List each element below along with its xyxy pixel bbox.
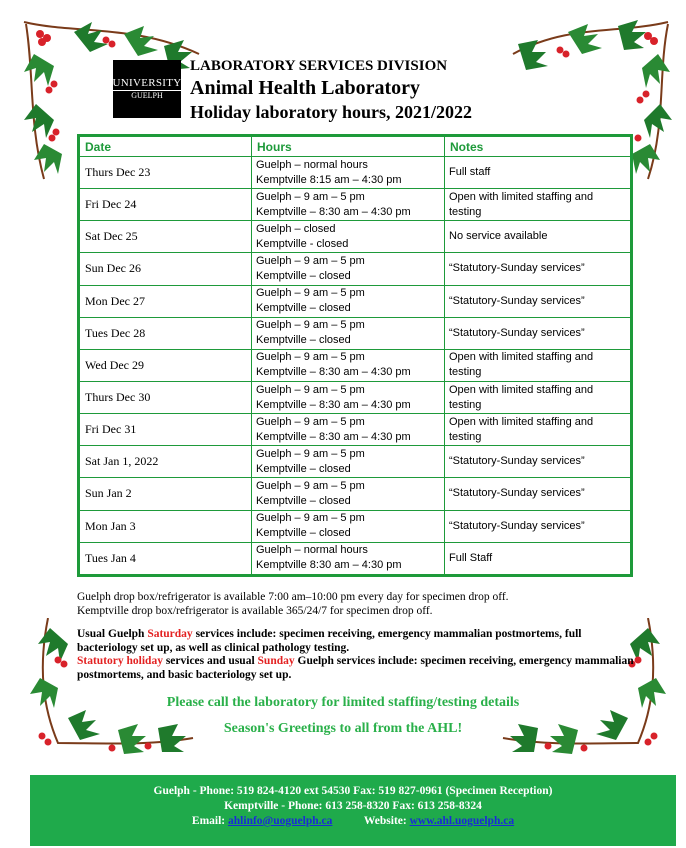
- guelph-hours: Guelph – 9 am – 5 pm: [256, 512, 365, 525]
- column-header-date: Date: [80, 137, 252, 157]
- hours-cell: [252, 349, 445, 381]
- date-cell: Thurs Dec 30: [80, 381, 252, 413]
- column-header-hours: Hours: [252, 137, 445, 157]
- hours-cell: [252, 317, 445, 349]
- table-row: [80, 349, 631, 381]
- email-website-line: [30, 814, 676, 829]
- guelph-hours: Guelph – 9 am – 5 pm: [256, 319, 365, 332]
- date-cell: Mon Dec 27: [80, 285, 252, 317]
- website-link[interactable]: www.ahl.uoguelph.ca: [409, 815, 515, 827]
- holiday-hours-table: [77, 134, 633, 577]
- hours-cell: [252, 253, 445, 285]
- saturday-services-text-a: Usual Guelph: [77, 628, 148, 640]
- hours-cell: [252, 189, 445, 221]
- hours-cell: [252, 285, 445, 317]
- email-link[interactable]: ahlinfo@uoguelph.ca: [228, 815, 333, 827]
- guelph-hours: Guelph – 9 am – 5 pm: [256, 479, 365, 492]
- table-row: [80, 414, 631, 446]
- services-info: [77, 628, 637, 682]
- date-cell: Wed Dec 29: [80, 349, 252, 381]
- saturday-services-paragraph: [77, 628, 637, 655]
- sunday-highlight: Sunday: [257, 655, 295, 667]
- notes-cell: “Statutory-Sunday services”: [445, 317, 631, 349]
- dropoff-info: [77, 591, 637, 618]
- kemptville-hours: Kemptville - closed: [256, 237, 349, 250]
- email-label: Email:: [191, 815, 226, 827]
- hours-cell: [252, 381, 445, 413]
- lab-title: Animal Health Laboratory: [190, 77, 420, 99]
- seasons-greetings: Season's Greetings to all from the AHL!: [223, 721, 463, 736]
- notes-cell: “Statutory-Sunday services”: [445, 478, 631, 510]
- kemptville-hours: Kemptville – 8:30 am – 4:30 pm: [256, 398, 411, 411]
- table-row: [80, 189, 631, 221]
- hours-cell: [252, 414, 445, 446]
- date-cell: Sun Dec 26: [80, 253, 252, 285]
- table-row: [80, 317, 631, 349]
- statutory-services-text-b: Guelph services include: specimen receiving, emergency mammalian postmortems, and basic bacteriology set up.: [77, 655, 634, 681]
- table-row: [80, 157, 631, 189]
- logo-line-guelph: GUELPH: [131, 91, 163, 100]
- kemptville-hours: Kemptville – 8:30 am – 4:30 pm: [256, 366, 411, 379]
- notes-cell: “Statutory-Sunday services”: [445, 510, 631, 542]
- guelph-hours: Guelph – normal hours: [256, 158, 368, 171]
- notes-cell: “Statutory-Sunday services”: [445, 285, 631, 317]
- table-row: [80, 478, 631, 510]
- kemptville-hours: Kemptville – closed: [256, 527, 351, 540]
- table-row: [80, 381, 631, 413]
- date-cell: Sun Jan 2: [80, 478, 252, 510]
- guelph-hours: Guelph – 9 am – 5 pm: [256, 383, 365, 396]
- guelph-hours: Guelph – 9 am – 5 pm: [256, 415, 365, 428]
- statutory-services-paragraph: [77, 655, 637, 682]
- guelph-dropoff-text: Guelph drop box/refrigerator is available 7:00 am–10:00 pm every day for specimen drop off.: [77, 591, 509, 603]
- kemptville-dropoff-text: Kemptville drop box/refrigerator is available 365/24/7 for specimen drop off.: [77, 604, 433, 617]
- holiday-hours-title: Holiday laboratory hours, 2021/2022: [190, 102, 473, 122]
- column-header-notes: Notes: [445, 137, 631, 157]
- document-header: [190, 56, 610, 124]
- guelph-hours: Guelph – 9 am – 5 pm: [256, 287, 365, 300]
- notes-cell: Open with limited staffing and testing: [445, 381, 631, 413]
- guelph-hours: Guelph – 9 am – 5 pm: [256, 351, 365, 364]
- kemptville-hours: Kemptville – closed: [256, 462, 351, 475]
- kemptville-hours: Kemptville 8:30 am – 4:30 pm: [256, 559, 402, 572]
- guelph-hours: Guelph – 9 am – 5 pm: [256, 190, 365, 203]
- kemptville-hours: Kemptville – 8:30 am – 4:30 pm: [256, 205, 411, 218]
- table-row: [80, 285, 631, 317]
- hours-cell: [252, 157, 445, 189]
- kemptville-hours: Kemptville – closed: [256, 334, 351, 347]
- website-label: Website:: [363, 815, 407, 827]
- date-cell: Fri Dec 31: [80, 414, 252, 446]
- contact-footer: [30, 775, 676, 846]
- table-row: [80, 510, 631, 542]
- date-cell: Fri Dec 24: [80, 189, 252, 221]
- notes-cell: Open with limited staffing and testing: [445, 414, 631, 446]
- call-lab-note: Please call the laboratory for limited staffing/testing details: [166, 695, 520, 710]
- kemptville-hours: Kemptville – 8:30 am – 4:30 pm: [256, 430, 411, 443]
- notes-cell: “Statutory-Sunday services”: [445, 253, 631, 285]
- kemptville-hours: Kemptville – closed: [256, 302, 351, 315]
- notes-cell: Open with limited staffing and testing: [445, 189, 631, 221]
- kemptville-contact-line: Kemptville - Phone: 613 258-8320 Fax: 613 258-8324: [224, 800, 482, 812]
- notes-cell: No service available: [445, 221, 631, 253]
- hours-cell: [252, 542, 445, 574]
- date-cell: Tues Jan 4: [80, 542, 252, 574]
- statutory-services-text-a: services and usual: [162, 655, 258, 667]
- date-cell: Mon Jan 3: [80, 510, 252, 542]
- table-row: [80, 253, 631, 285]
- logo-line-university: UNIVERSITY: [112, 77, 182, 89]
- date-cell: Sat Dec 25: [80, 221, 252, 253]
- notes-cell: “Statutory-Sunday services”: [445, 446, 631, 478]
- guelph-contact-line: Guelph - Phone: 519 824-4120 ext 54530 Fax: 519 827-0961 (Specimen Reception): [153, 785, 553, 797]
- date-cell: Tues Dec 28: [80, 317, 252, 349]
- hours-cell: [252, 478, 445, 510]
- table-header-row: [80, 137, 631, 157]
- table-row: [80, 542, 631, 574]
- date-cell: Sat Jan 1, 2022: [80, 446, 252, 478]
- notes-cell: Full staff: [445, 157, 631, 189]
- kemptville-hours: Kemptville – closed: [256, 494, 351, 507]
- hours-cell: [252, 510, 445, 542]
- university-of-guelph-logo: [113, 60, 181, 118]
- saturday-services-text-b: services include: specimen receiving, emergency mammalian postmortems, full bacteriology set up, as well as clinical pathology testing.: [77, 628, 582, 654]
- notes-cell: Full Staff: [445, 542, 631, 574]
- kemptville-hours: Kemptville 8:15 am – 4:30 pm: [256, 173, 402, 186]
- notes-cell: Open with limited staffing and testing: [445, 349, 631, 381]
- table-row: [80, 221, 631, 253]
- guelph-hours: Guelph – normal hours: [256, 544, 368, 557]
- division-title: LABORATORY SERVICES DIVISION: [190, 58, 448, 74]
- saturday-highlight: Saturday: [147, 628, 193, 640]
- hours-cell: [252, 221, 445, 253]
- table-row: [80, 446, 631, 478]
- date-cell: Thurs Dec 23: [80, 157, 252, 189]
- guelph-hours: Guelph – 9 am – 5 pm: [256, 254, 365, 267]
- guelph-hours: Guelph – closed: [256, 222, 336, 235]
- hours-cell: [252, 446, 445, 478]
- statutory-holiday-highlight: Statutory holiday: [77, 655, 163, 667]
- guelph-hours: Guelph – 9 am – 5 pm: [256, 447, 365, 460]
- kemptville-hours: Kemptville – closed: [256, 269, 351, 282]
